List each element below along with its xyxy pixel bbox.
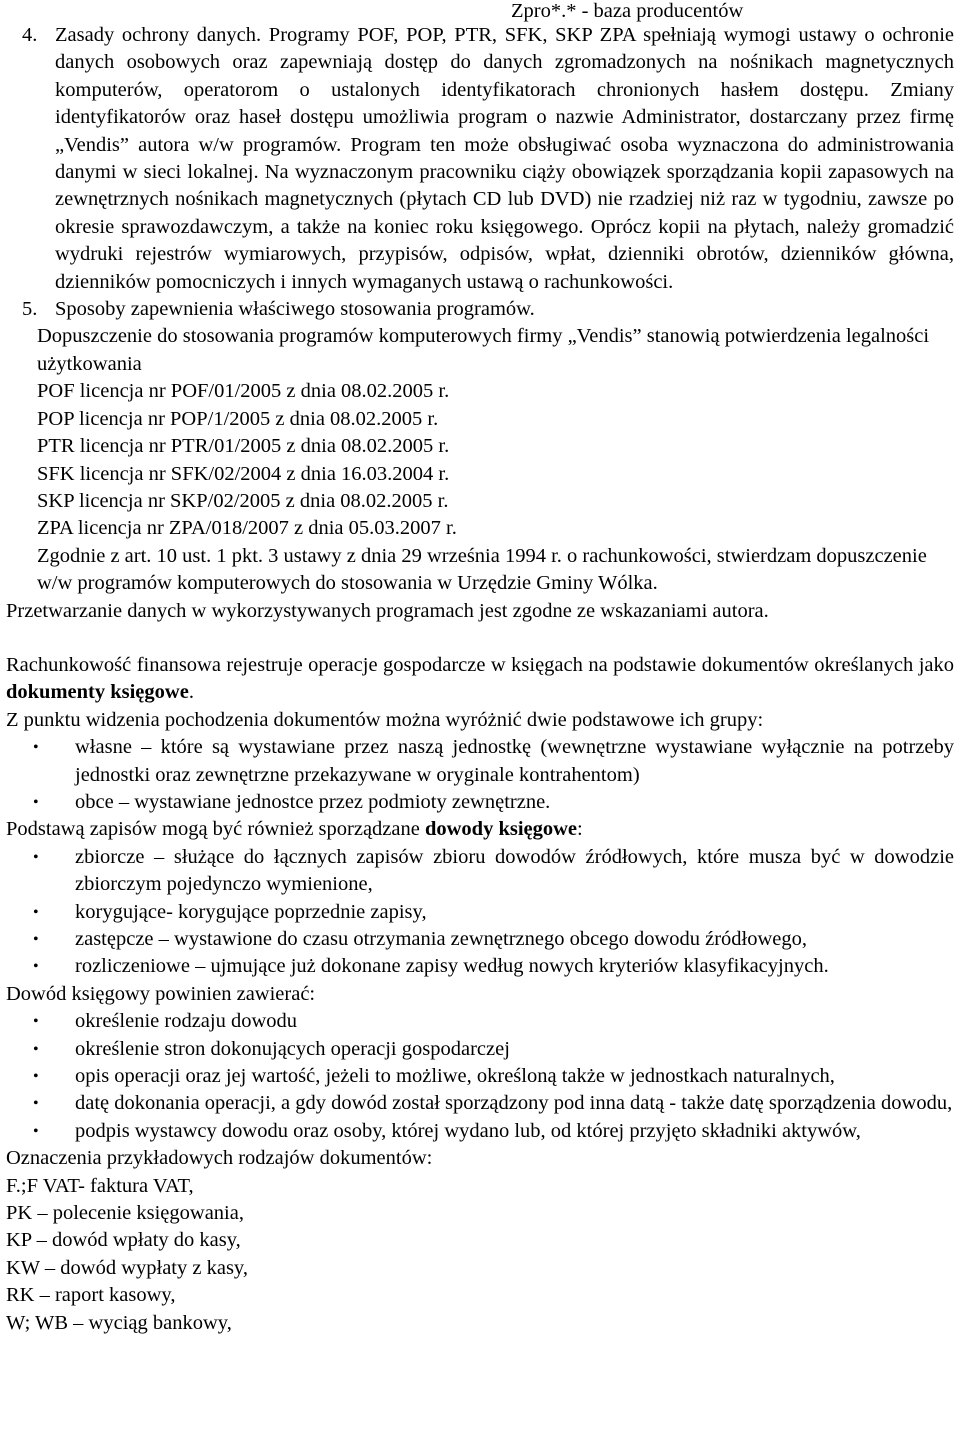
- section-body: Programy POF, POP, PTR, SFK, SKP ZPA spełniają wymogi ustawy o ochronie danych osobowych oraz zapewniają dostęp do danych zgromadzonych na nośnikach magnetycznych komputerów, operatorom o ustalonych identyfikatorach chronionych hasłem dostępu. Zmiany identyfikatorów oraz haseł dostępu umożliwia program o nazwie Administrator, dostarczany przez firmę „Vendis” autora w/w programów. Program ten może obsługiwać osoba wyznaczona do administrowania danymi w sieci lokalnej. Na wyznaczonym pracowniku ciąży obowiązek sporządzania kopii zapasowych na zewnętrznych nośnikach magnetycznych (płytach CD lub DVD) nie rzadziej niż raz w tygodniu, zawsze po okresie sprawozdawczym, a także na koniec roku księgowego. Oprócz kopii na płytach, należy gromadzić wydruki rejestrów wymiarowych, przypisów, odpisów, wpłat, dzienniki obrotów, dzienników główna, dzienników pomocniczych i innych wymaganych ustawą o rachunkowości.: [55, 24, 954, 293]
- designations-list: [6, 1173, 954, 1337]
- bullet-icon: •: [33, 1068, 39, 1086]
- contents-intro: Dowód księgowy powinien zawierać:: [6, 982, 316, 1005]
- list-item: • określenie rodzaju dowodu: [6, 1008, 954, 1035]
- section-5: [22, 296, 954, 323]
- list-item: • określenie stron dokonujących operacji gospodarczej: [6, 1036, 954, 1063]
- license-line: PTR licencja nr PTR/01/2005 z dnia 08.02.2005 r.: [37, 435, 450, 458]
- designations-intro: Oznaczenia przykładowych rodzajów dokumentów:: [6, 1147, 433, 1170]
- contents-list: [6, 1008, 954, 1145]
- designation-line: RK – raport kasowy,: [6, 1284, 176, 1307]
- bullet-icon: •: [33, 903, 39, 921]
- section-number: 5.: [22, 298, 38, 321]
- section-title: Sposoby zapewnienia właściwego stosowania programów.: [55, 298, 535, 321]
- designation-line: PK – polecenie księgowania,: [6, 1202, 244, 1225]
- list-item: • zastępcze – wystawione do czasu otrzymania zewnętrznego obcego dowodu źródłowego,: [6, 926, 954, 953]
- bullet-icon: •: [33, 1040, 39, 1058]
- document-page: [6, 0, 954, 1337]
- bullet-icon: •: [33, 848, 39, 866]
- section-5-intro: Dopuszczenie do stosowania programów komputerowych firmy „Vendis” stanowią potwierdzenia legalności użytkowania: [37, 325, 930, 375]
- accounting-paragraph: Rachunkowość finansowa rejestruje operacje gospodarcze w księgach na podstawie dokumentów określanych jako dokumenty księgowe.: [6, 653, 954, 704]
- bullet-icon: •: [33, 1095, 39, 1113]
- list-item: • korygujące- korygujące poprzednie zapisy,: [6, 899, 954, 926]
- list-item: • opis operacji oraz jej wartość, jeżeli to możliwe, określoną także w jednostkach naturalnych,: [6, 1063, 954, 1090]
- license-line: SKP licencja nr SKP/02/2005 z dnia 08.02.2005 r.: [37, 489, 449, 512]
- bullet-icon: •: [33, 793, 39, 811]
- license-list: [37, 378, 954, 542]
- bullet-icon: •: [33, 1013, 39, 1031]
- designation-line: W; WB – wyciąg bankowy,: [6, 1311, 232, 1334]
- groups-intro: Z punktu widzenia pochodzenia dokumentów można wyróżnić dwie podstawowe ich grupy:: [6, 708, 764, 731]
- section-4: [22, 22, 954, 296]
- page-header: Zpro*.* - baza producentów: [511, 0, 744, 22]
- list-item: • podpis wystawcy dowodu oraz osoby, której wydano lub, od której przyjęto składniki aktywów,: [6, 1118, 954, 1145]
- designation-line: KW – dowód wypłaty z kasy,: [6, 1256, 248, 1279]
- bullet-icon: •: [33, 958, 39, 976]
- term-accounting-documents: dokumenty księgowe: [6, 681, 189, 704]
- designation-line: KP – dowód wpłaty do kasy,: [6, 1229, 241, 1252]
- groups-list: [6, 734, 954, 816]
- bullet-icon: •: [33, 931, 39, 948]
- proofs-intro: Podstawą zapisów mogą być również sporządzane dowody księgowe:: [6, 818, 583, 841]
- section-text: [55, 22, 954, 296]
- license-line: ZPA licencja nr ZPA/018/2007 z dnia 05.03.2007 r.: [37, 517, 457, 540]
- license-line: POF licencja nr POF/01/2005 z dnia 08.02.2005 r.: [37, 380, 450, 403]
- proof-types-list: [6, 844, 954, 981]
- bullet-icon: •: [33, 739, 39, 757]
- term-accounting-proofs: dowody księgowe: [424, 818, 578, 841]
- license-line: POP licencja nr POP/1/2005 z dnia 08.02.2005 r.: [37, 407, 439, 430]
- list-item: • zbiorcze – służące do łącznych zapisów zbioru dowodów źródłowych, które musza być w dowodzie zbiorczym pojedynczo wymienione,: [6, 844, 954, 899]
- conformity-statement: Zgodnie z art. 10 ust. 1 pkt. 3 ustawy z dnia 29 września 1994 r. o rachunkowości, stwierdzam dopuszczenie w/w programów komputerowych do stosowania w Urzędzie Gminy Wólka.: [37, 544, 927, 595]
- list-item: • rozliczeniowe – ujmujące już dokonane zapisy według nowych kryteriów klasyfikacyjnych.: [6, 953, 954, 980]
- list-item: • własne – które są wystawiane przez naszą jednostkę (wewnętrzne wystawiane wyłącznie na potrzeby jednostki oraz zewnętrzne przekazywane w oryginale kontrahentom): [6, 734, 954, 789]
- bullet-icon: •: [33, 1122, 39, 1140]
- license-line: SFK licencja nr SFK/02/2004 z dnia 16.03.2004 r.: [37, 462, 450, 485]
- list-item: • obce – wystawiane jednostce przez podmioty zewnętrzne.: [6, 789, 954, 816]
- section-number: 4.: [22, 24, 38, 46]
- designation-line: F.;F VAT- faktura VAT,: [6, 1174, 194, 1197]
- list-item: • datę dokonania operacji, a gdy dowód został sporządzony pod inna datą - także datę sporządzenia dowodu,: [6, 1090, 954, 1117]
- processing-statement: Przetwarzanie danych w wykorzystywanych programach jest zgodne ze wskazaniami autora.: [6, 599, 769, 622]
- section-title: Zasady ochrony danych.: [55, 24, 262, 46]
